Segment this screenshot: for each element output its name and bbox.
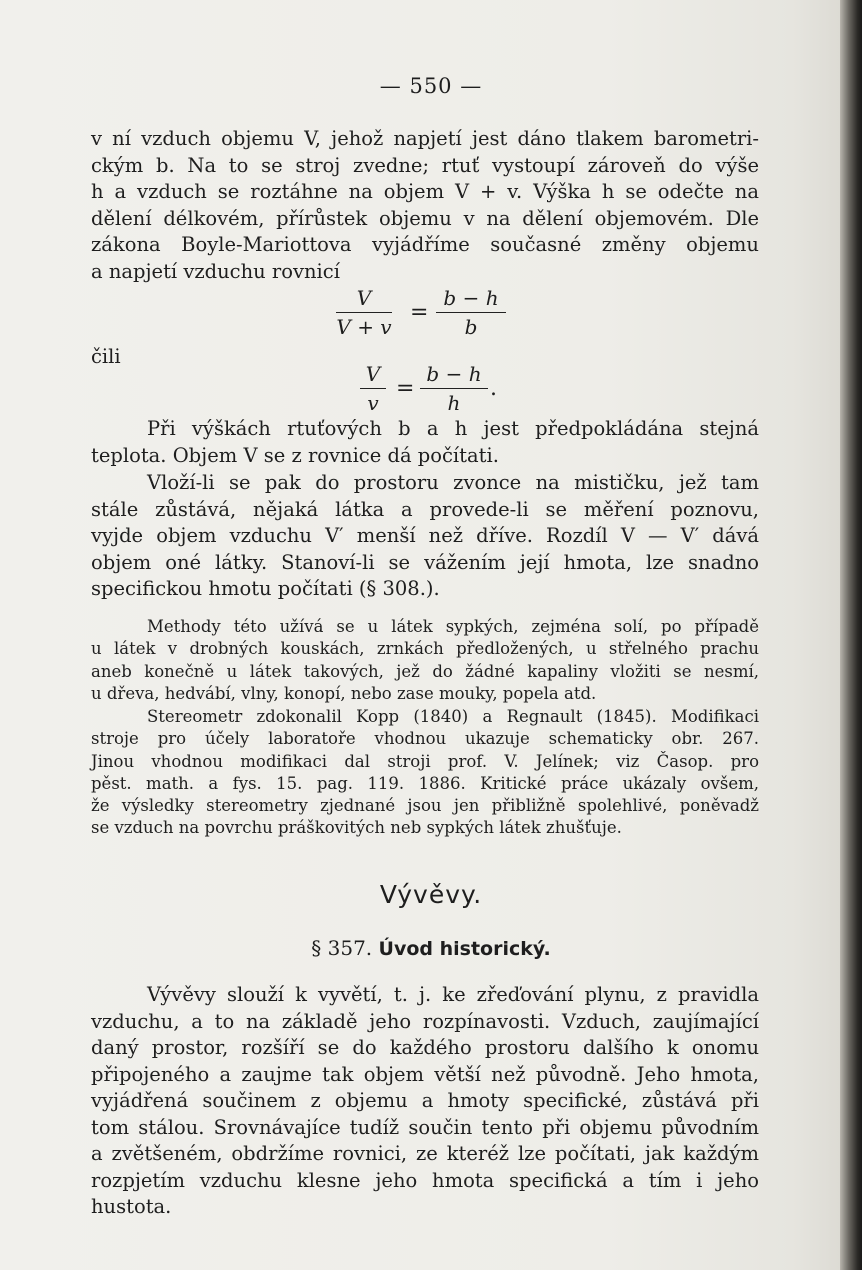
text-line: stroje pro účely laboratoře vhodnou ukazuje schematicky obr. 267. <box>91 729 759 749</box>
text-line: Jinou vhodnou modifikaci dal stroji prof. V. Jelínek; viz Časop. pro <box>91 751 759 771</box>
text-line: ckým b. Na to se stroj zvedne; rtuť vystoupí zároveň do výše <box>91 153 759 177</box>
text-line: Stereometr zdokonalil Kopp (1840) a Regnault (1845). Modifikaci <box>147 707 759 726</box>
page-number: — 550 — <box>379 74 483 98</box>
word-cili: čili <box>91 345 121 368</box>
text-line: vyjde objem vzduchu V′ menší než dříve. Rozdíl V — V′ dává <box>91 524 759 547</box>
eq1-equals: = <box>410 300 429 325</box>
text-line: zákona Boyle-Mariottova vyjádříme současné změny objemu <box>91 233 759 256</box>
section-heading <box>0 936 862 960</box>
text-line: vyjádřená součinem z objemu a hmoty specifické, zůstává při <box>91 1089 759 1112</box>
text-line: pěst. math. a fys. 15. pag. 119. 1886. Kritické práce ukázaly ovšem, <box>91 773 759 793</box>
eq1-lhs-numerator: V <box>356 286 372 310</box>
eq2-lhs-denominator: v <box>367 391 379 415</box>
small-paragraph-2 <box>91 706 759 840</box>
eq1-rhs-numerator: b − h <box>443 286 499 310</box>
text-line: daný prostor, rozšíří se do každého prostoru dalšího k onomu <box>91 1036 759 1059</box>
eq2-period: . <box>490 376 497 401</box>
book-binding-edge <box>840 0 862 1270</box>
text-line: Vývěvy slouží k vyvětí, t. j. ke zřeďování plynu, z pravidla <box>147 983 759 1006</box>
text-line: u dřeva, hedvábí, vlny, konopí, nebo zase mouky, popela atd. <box>91 683 597 703</box>
eq1-lhs-denominator: V + v <box>336 315 392 339</box>
eq1-rhs-denominator: b <box>464 315 478 339</box>
text-line: specifickou hmotu počítati (§ 308.). <box>91 577 440 600</box>
text-line: Methody této užívá se u látek sypkých, zejména solí, po případě <box>147 617 759 636</box>
text-line: Při výškách rtuťových b a h jest předpokládána stejná <box>147 417 759 440</box>
text-line: tom stálou. Srovnávajíce tudíž součin tento při objemu původním <box>91 1115 759 1139</box>
text-line: objem oné látky. Stanoví-li se vážením její hmota, lze snadno <box>91 550 759 574</box>
eq2-lhs-numerator: V <box>365 362 381 386</box>
text-line: Vloží-li se pak do prostoru zvonce na mističku, jež tam <box>147 471 759 494</box>
equation-1 <box>336 286 536 342</box>
text-line: připojeného a zaujme tak objem větší než původně. Jeho hmota, <box>91 1062 759 1086</box>
text-line: v ní vzduch objemu V, jehož napjetí jest dáno tlakem barometri- <box>91 127 759 150</box>
text-line: že výsledky stereometry zjednané jsou jen přibližně spolehlivé, poněvadž <box>91 796 759 816</box>
text-line: h a vzduch se roztáhne na objem V + v. Výška h se odečte na <box>91 180 759 203</box>
text-line: dělení délkovém, přírůstek objemu v na dělení objemovém. Dle <box>91 206 759 230</box>
text-line: a napjetí vzduchu rovnicí <box>91 259 340 283</box>
text-line: a zvětšeném, obdržíme rovnici, ze kteréž lze počítati, jak každým <box>91 1142 759 1165</box>
text-line: stále zůstává, nějaká látka a provede-li se měření poznovu, <box>91 497 759 521</box>
section-number: § 357. <box>311 936 373 960</box>
equation-2 <box>360 362 560 418</box>
eq2-rhs-numerator: b − h <box>426 362 482 386</box>
eq2-rhs-denominator: h <box>447 391 461 415</box>
paragraph-4 <box>91 982 759 1221</box>
paragraph-2 <box>91 416 759 469</box>
chapter-heading: Vývěvy. <box>379 880 483 909</box>
small-paragraph-1 <box>91 616 759 705</box>
text-line: hustota. <box>91 1195 172 1218</box>
text-line: se vzduch na povrchu práškovitých neb sypkých látek zhušťuje. <box>91 818 622 838</box>
text-line: aneb konečně u látek takových, jež do žádné kapaliny vložiti se nesmí, <box>91 661 759 681</box>
text-line: rozpjetím vzduchu klesne jeho hmota specifická a tím i jeho <box>91 1168 759 1192</box>
text-line: vzduchu, a to na základě jeho rozpínavosti. Vzduch, zaujímající <box>91 1009 759 1033</box>
text-line: u látek v drobných kouskách, zrnkách předložených, u střelného prachu <box>91 639 759 659</box>
text-line: teplota. Objem V se z rovnice dá počítati. <box>91 443 499 467</box>
section-title: Úvod historický. <box>378 938 551 960</box>
paragraph-3 <box>91 470 759 603</box>
eq2-equals: = <box>396 376 415 401</box>
paragraph-1 <box>91 126 759 285</box>
